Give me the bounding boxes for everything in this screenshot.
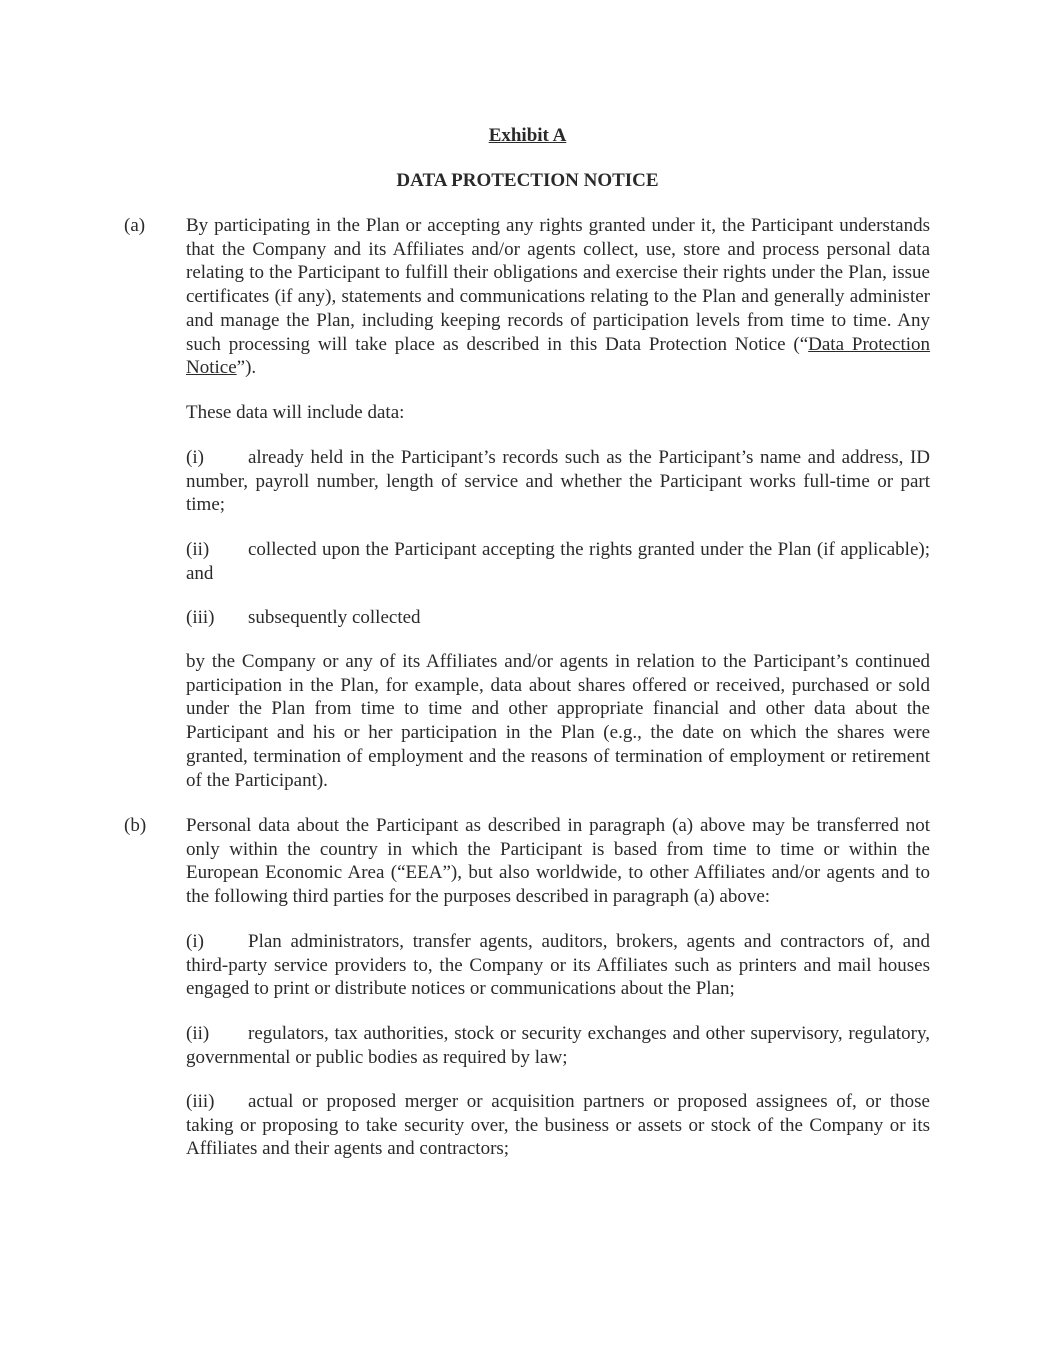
- section-a-label: (a): [124, 215, 146, 236]
- section-b-item-iii: [186, 1090, 930, 1161]
- section-a-item-i: [186, 446, 930, 517]
- item-text: Plan administrators, transfer agents, auditors, brokers, agents and contractors of, and third-party service providers to, the Company or its Affiliates such as printers and mail houses engaged to print or distribute notices or communications about the Plan;: [186, 931, 930, 1000]
- item-text: collected upon the Participant accepting the rights granted under the Plan (if applicable); and: [186, 539, 930, 584]
- item-label: (iii): [186, 1091, 215, 1112]
- section-a-closing: by the Company or any of its Affiliates and/or agents in relation to the Participant’s continued participation in the Plan, for example, data about shares offered or received, purchased or sold under the Plan from time to time and other appropriate financial and other data about the Participant and his or her participation in the Plan (e.g., the date on which the shares were granted, termination of employment and the reasons of termination of employment or retirement of the Participant).: [186, 651, 930, 791]
- defined-term-data-protection-notice: Data Protection Notice: [186, 333, 930, 379]
- section-a-paragraph: [186, 214, 930, 380]
- item-text: subsequently collected: [248, 607, 421, 628]
- item-label: (iii): [186, 607, 215, 628]
- section-b-item-i: [186, 930, 930, 1001]
- item-label: (i): [186, 447, 204, 468]
- item-label: (ii): [186, 539, 210, 560]
- section-a-intro: These data will include data:: [186, 402, 405, 423]
- section-a-item-ii: [186, 538, 930, 585]
- item-text: already held in the Participant’s records such as the Participant’s name and address, ID number, payroll number, length of service and whether the Participant works full-time or part time;: [186, 447, 930, 516]
- section-a-text: By participating in the Plan or accepting any rights granted under it, the Participant understands that the Company and its Affiliates and/or agents collect, use, store and process personal data relating to the Participant to fulfill their obligations and exercise their rights under the Plan, issue certificates (if any), statements and communications relating to the Plan and generally administer and manage the Plan, including keeping records of participation levels from time to time. Any such processing will take place as described in this Data Protection Notice (“: [186, 215, 930, 355]
- item-text: regulators, tax authorities, stock or security exchanges and other supervisory, regulatory, governmental or public bodies as required by law;: [186, 1023, 930, 1068]
- section-b-paragraph: Personal data about the Participant as described in paragraph (a) above may be transferred not only within the country in which the Participant is based from time to time or within the European Economic Area (“EEA”), but also worldwide, to other Affiliates and/or agents and to the following third parties for the purposes described in paragraph (a) above:: [186, 815, 930, 908]
- exhibit-title: Exhibit A: [488, 125, 567, 146]
- item-label: (i): [186, 931, 204, 952]
- section-b-item-ii: [186, 1022, 930, 1069]
- item-label: (ii): [186, 1023, 210, 1044]
- section-a-item-iii: [186, 606, 930, 630]
- item-text: actual or proposed merger or acquisition partners or proposed assignees of, or those taking or proposing to take security over, the business or assets or stock of the Company or its Affiliates and their agents and contractors;: [186, 1091, 930, 1160]
- notice-title: DATA PROTECTION NOTICE: [396, 170, 659, 191]
- section-b-label: (b): [124, 815, 147, 836]
- section-a-text-end: ”).: [236, 357, 257, 379]
